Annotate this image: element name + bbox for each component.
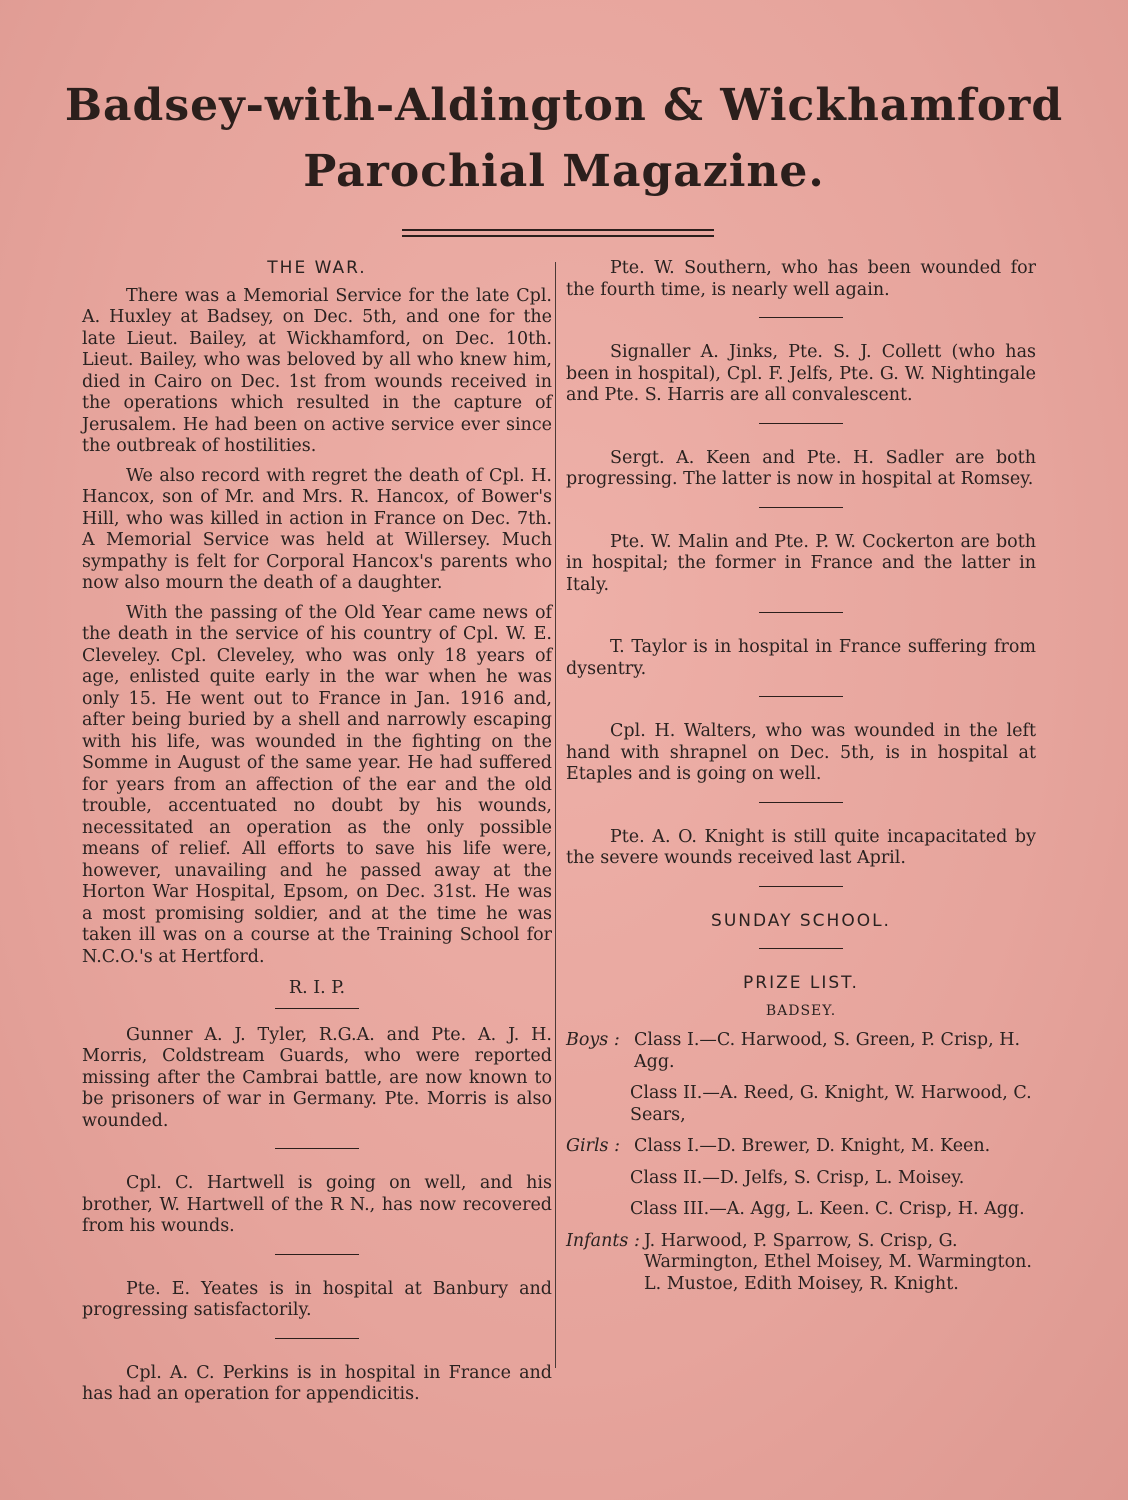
section-rule: [275, 1254, 359, 1255]
section-rule: [759, 612, 843, 613]
war-paragraph-perkins: Cpl. A. C. Perkins is in hospital in France and has had an operation for appendicitis.: [82, 1362, 552, 1404]
news-paragraph-malin: Pte. W. Malin and Pte. P. W. Cockerton are both in hospital; the former in France and the latter in Italy.: [566, 531, 1036, 595]
war-heading: THE WAR.: [267, 258, 367, 278]
prize-entry: Class III.—A. Agg, L. Keen. C. Crisp, H. Agg.: [630, 1199, 1025, 1219]
prize-girls-class1: [566, 1136, 1036, 1158]
prize-entry: J. Harwood, P. Sparrow, S. Crisp, G. Warmington, Ethel Moisey, M. Warmington. L. Mustoe, Edith Moisey, R. Knight.: [644, 1230, 1032, 1294]
news-paragraph-walters: Cpl. H. Walters, who was wounded in the left hand with shrapnel on Dec. 5th, is in hospital at Etaples and is going on well.: [566, 721, 1036, 784]
section-rule: [275, 1008, 359, 1009]
war-paragraph-yeates: Pte. E. Yeates is in hospital at Banbury and progressing satisfactorily.: [82, 1278, 552, 1320]
news-paragraph-southern: Pte. W. Southern, who has been wounded for the fourth time, is nearly well again.: [566, 258, 1036, 300]
section-rule: [759, 886, 843, 887]
prize-entry: Class II.—A. Reed, G. Knight, W. Harwood, C. Sears,: [630, 1083, 1032, 1125]
prize-infants: [566, 1231, 1036, 1296]
masthead-double-rule: [402, 229, 714, 237]
section-rule: [759, 317, 843, 318]
prize-label-boys: Boys :: [566, 1030, 620, 1050]
section-rule: [759, 802, 843, 803]
masthead-title-line1: Badsey-with-Aldington & Wickhamford: [64, 80, 1064, 131]
masthead-title-line2: Parochial Magazine.: [303, 146, 825, 197]
news-paragraph-knight: Pte. A. O. Knight is still quite incapacitated by the severe wounds received last April.: [566, 826, 1036, 868]
war-paragraph-hartwell: Cpl. C. Hartwell is going on well, and his brother, W. Hartwell of the R N., has now recovered from his wounds.: [82, 1173, 552, 1236]
prize-label-girls: Girls :: [566, 1136, 620, 1156]
column-divider: [555, 262, 556, 1368]
war-paragraph-hancox: We also record with regret the death of Cpl. H. Hancox, son of Mr. and Mrs. R. Hancox, of Bower's Hill, who was killed in action in France on Dec. 7th. A Memorial Service was held at Willersey. Much sympathy is felt for Corporal Hancox's parents who now also mourn the death of a daughter.: [82, 465, 552, 593]
prize-boys-class2: [566, 1083, 1036, 1126]
prize-label-infants: Infants :: [566, 1230, 640, 1251]
prize-entry: Class I.—D. Brewer, D. Knight, M. Keen.: [634, 1136, 991, 1156]
prize-girls-class3: [566, 1199, 1036, 1221]
masthead: [0, 78, 1128, 202]
prize-entry: Class I.—C. Harwood, S. Green, P. Crisp, H. Agg.: [634, 1030, 1021, 1072]
war-paragraph-cleveley: With the passing of the Old Year came news of the death in the service of his country of Cpl. W. E. Cleveley. Cpl. Cleveley, who was only 18 years of age, enlisted quite early in the war when he was only 15. He went out to France in Jan. 1916 and, after being buried by a shell and narrowly escaping with his life, was wounded in the fighting on the Somme in August of the same year. He had suffered for years from an affection of the ear and the old trouble, accentuated no doubt by his wounds, necessitated an operation as the only possible means of relief. All efforts to save his life were, however, unavailing and he passed away at the Horton War Hospital, Epsom, on Dec. 31st. He was a most promising soldier, and at the time he was taken ill was on a course at the Training School for N.C.O.'s at Hertford.: [82, 602, 552, 967]
prize-entry: Class II.—D. Jelfs, S. Crisp, L. Moisey.: [630, 1167, 965, 1188]
left-column: [82, 258, 552, 1414]
news-paragraph-jinks: Signaller A. Jinks, Pte. S. J. Collett (who has been in hospital), Cpl. F. Jelfs, Pte. G. W. Nightingale and Pte. S. Harris are all convalescent.: [566, 342, 1036, 405]
rip-text: R. I. P.: [288, 978, 346, 998]
war-paragraph-memorial: There was a Memorial Service for the late Cpl. A. Huxley at Badsey, on Dec. 5th, and one for the late Lieut. Bailey, at Wickhamford, on Dec. 10th. Lieut. Bailey, who was beloved by all who knew him, died in Cairo on Dec. 1st from wounds received in the operations which resulted in the capture of Jerusalem. He had been on active service ever since the outbreak of hostilities.: [82, 285, 552, 456]
section-rule: [759, 948, 843, 949]
right-column: [566, 258, 1036, 1305]
news-paragraph-keen: Sergt. A. Keen and Pte. H. Sadler are both progressing. The latter is now in hospital at Romsey.: [566, 447, 1036, 489]
section-rule: [275, 1338, 359, 1339]
prize-list-heading: PRIZE LIST.: [743, 973, 859, 993]
section-rule: [275, 1148, 359, 1149]
prize-girls-class2: [566, 1168, 1036, 1190]
section-rule: [759, 423, 843, 424]
section-rule: [759, 696, 843, 697]
news-paragraph-taylor: T. Taylor is in hospital in France suffering from dysentry.: [566, 637, 1036, 679]
prize-boys-class1: [566, 1030, 1036, 1073]
badsey-subheading: BADSEY.: [765, 1002, 837, 1019]
war-paragraph-prisoners: Gunner A. J. Tyler, R.G.A. and Pte. A. J. H. Morris, Coldstream Guards, who were reported missing after the Cambrai battle, are now known to be prisoners of war in Germany. Pte. Morris is also wounded.: [82, 1024, 552, 1131]
section-rule: [759, 507, 843, 508]
sunday-school-heading: SUNDAY SCHOOL.: [711, 910, 891, 931]
